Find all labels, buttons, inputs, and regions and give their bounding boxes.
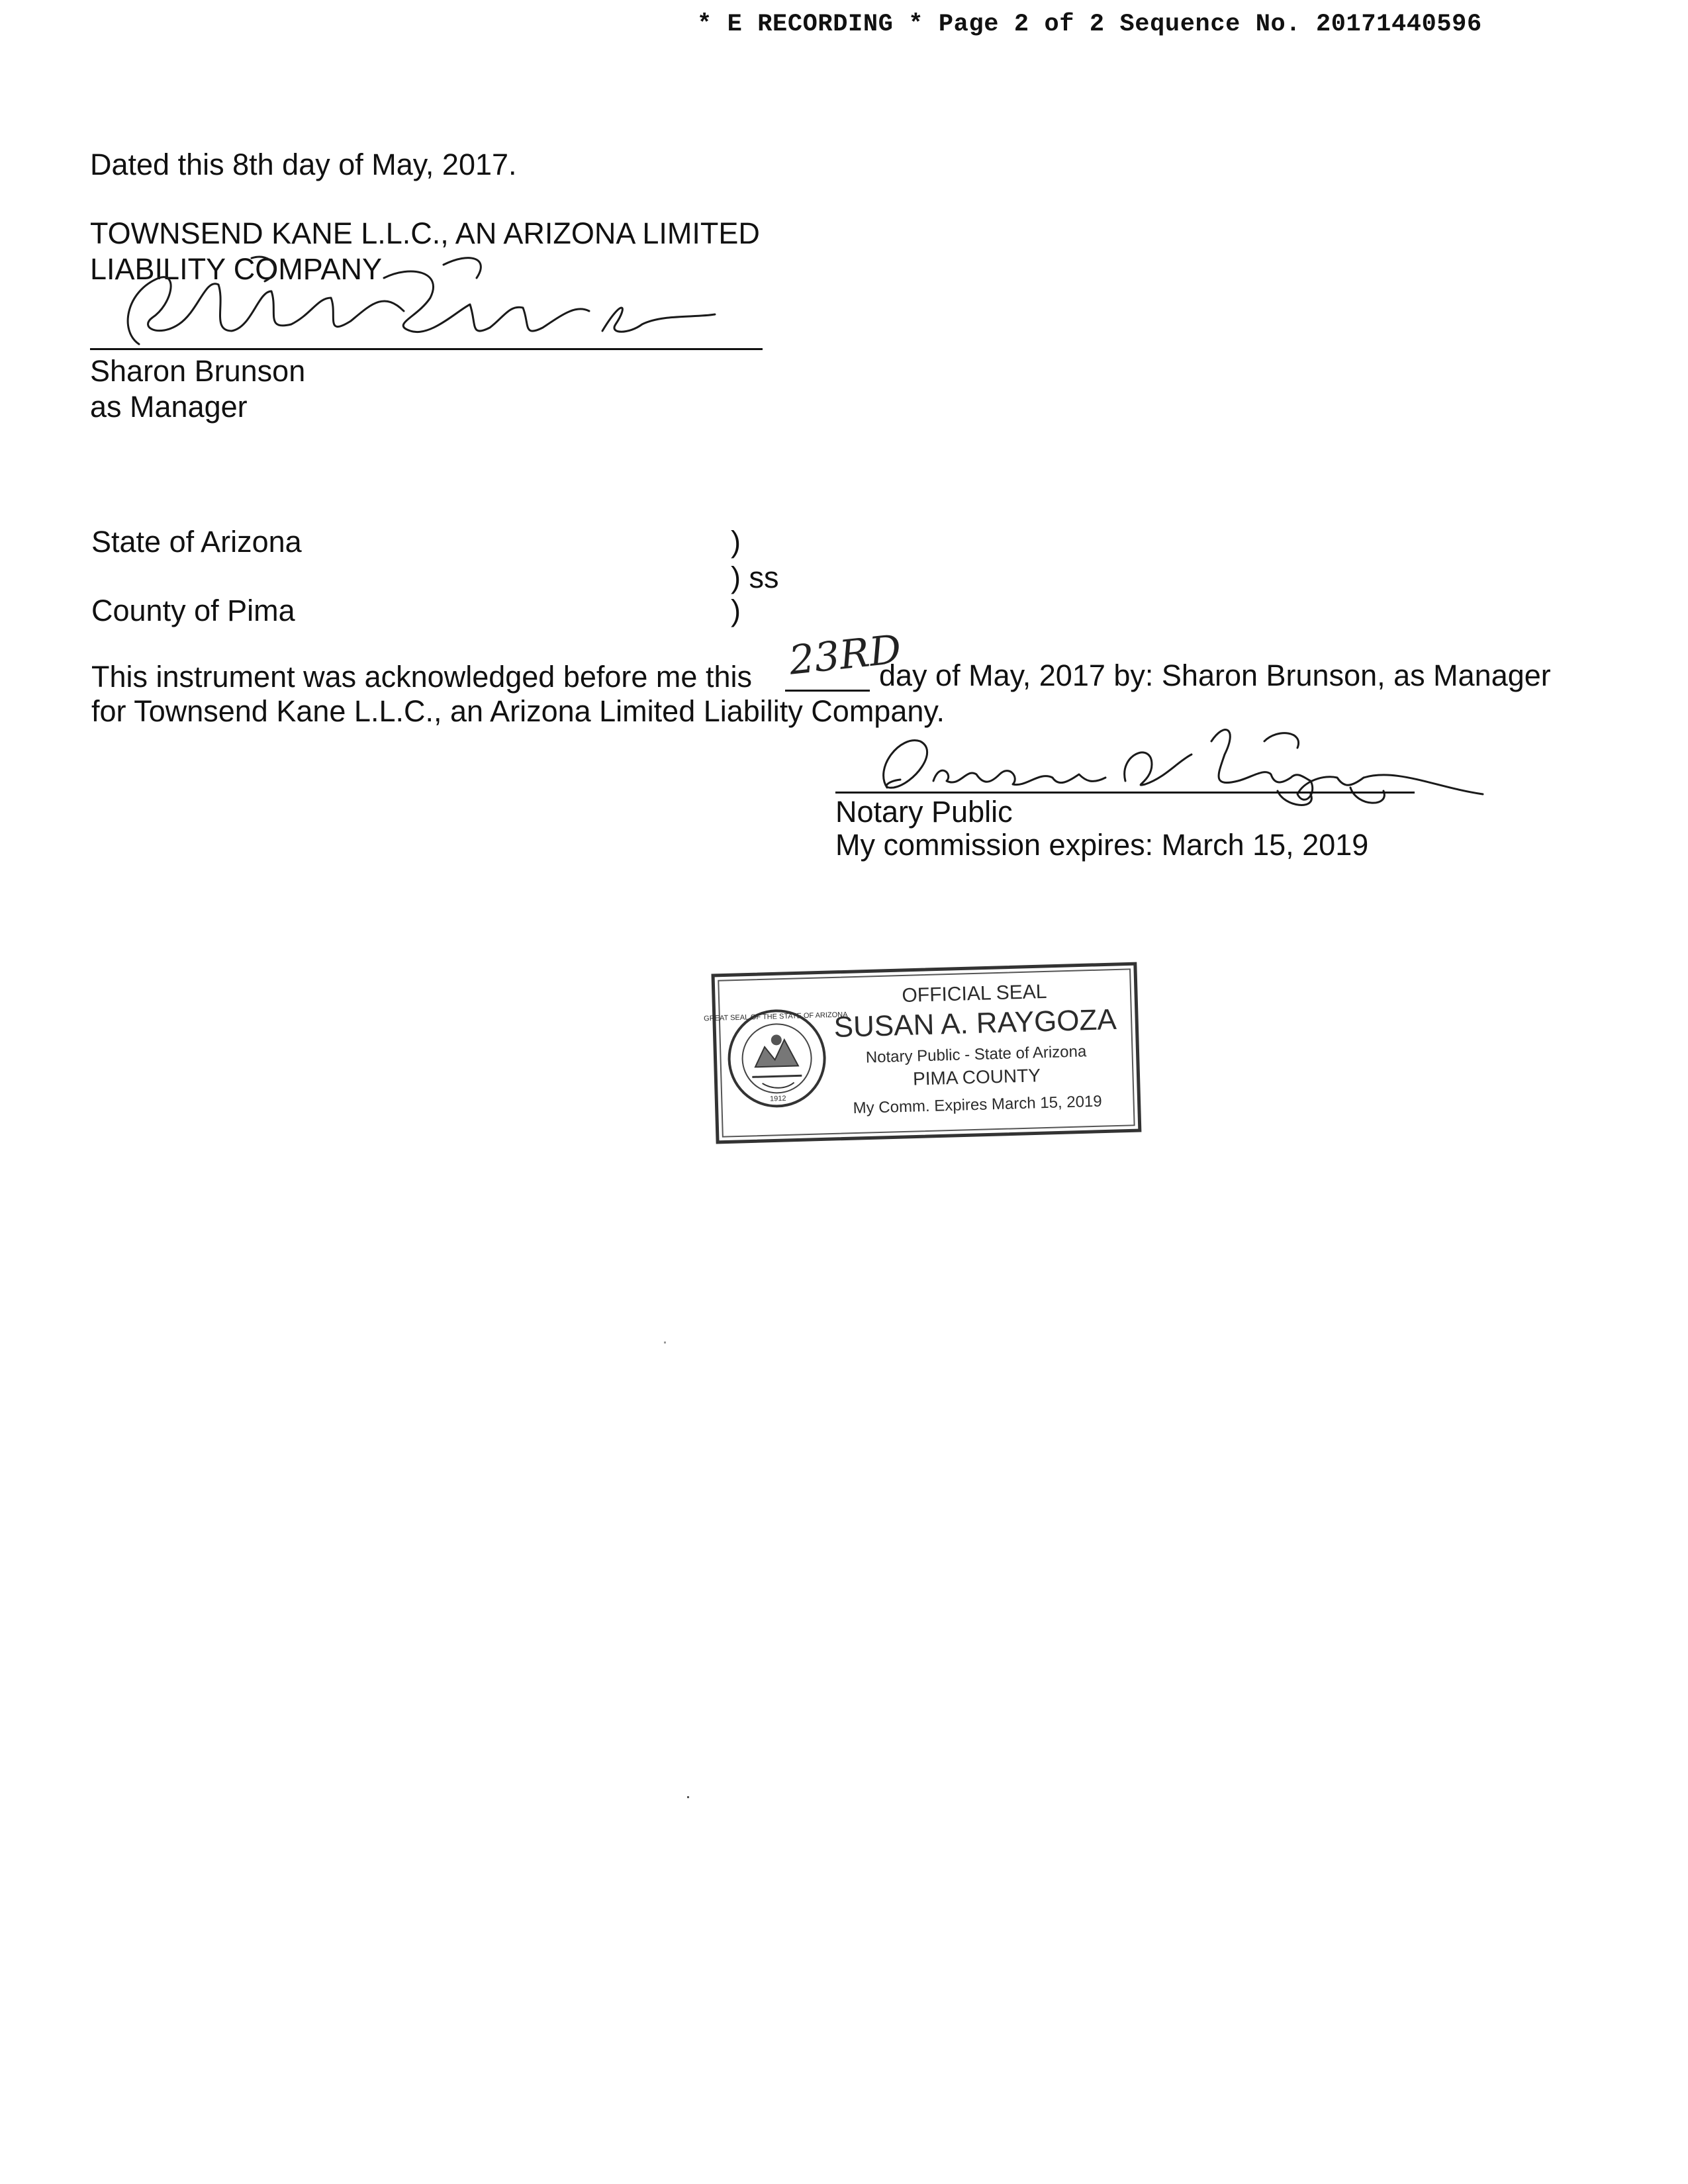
seal-name: SUSAN A. RAYGOZA — [833, 1003, 1117, 1044]
handwritten-day: 23RD — [786, 626, 904, 684]
acknowledgment-before: This instrument was acknowledged before me this — [91, 660, 752, 694]
seal-emblem-year: 1912 — [769, 1094, 786, 1103]
notary-title: Notary Public — [835, 795, 1013, 829]
venue-county: County of Pima — [91, 594, 295, 627]
manager-signature-line — [90, 348, 763, 350]
dated-line: Dated this 8th day of May, 2017. — [90, 148, 517, 181]
recording-header: * E RECORDING * Page 2 of 2 Sequence No. 20171440596 — [697, 11, 1482, 38]
scan-speck — [687, 1796, 689, 1798]
venue-state: State of Arizona — [91, 525, 302, 559]
manager-signature — [99, 251, 728, 351]
day-blank-line — [785, 690, 870, 692]
seal-emblem-text: GREAT SEAL OF THE STATE OF ARIZONA — [704, 1011, 848, 1023]
arizona-state-seal-icon — [728, 1009, 826, 1107]
official-seal-stamp — [704, 943, 1145, 1142]
signer-title: as Manager — [90, 390, 248, 424]
company-line-2: LIABILITY COMPANY — [90, 252, 382, 286]
seal-line-1: Notary Public - State of Arizona — [865, 1042, 1087, 1067]
venue-paren-bottom: ) — [731, 594, 741, 627]
seal-line-2: PIMA COUNTY — [912, 1065, 1041, 1089]
notary-commission: My commission expires: March 15, 2019 — [835, 828, 1369, 862]
acknowledgment-line-2: for Townsend Kane L.L.C., an Arizona Limited Liability Company. — [91, 694, 945, 728]
seal-line-3: My Comm. Expires March 15, 2019 — [853, 1092, 1103, 1118]
company-line-1: TOWNSEND KANE L.L.C., AN ARIZONA LIMITED — [90, 216, 760, 250]
seal-heading: OFFICIAL SEAL — [902, 980, 1047, 1007]
signer-name: Sharon Brunson — [90, 354, 306, 388]
venue-paren-ss: ) ss — [731, 561, 779, 594]
acknowledgment-after: day of May, 2017 by: Sharon Brunson, as Manager — [879, 659, 1551, 692]
notary-signature-line — [835, 792, 1415, 794]
venue-paren-top: ) — [731, 525, 741, 559]
scan-speck — [664, 1342, 666, 1343]
